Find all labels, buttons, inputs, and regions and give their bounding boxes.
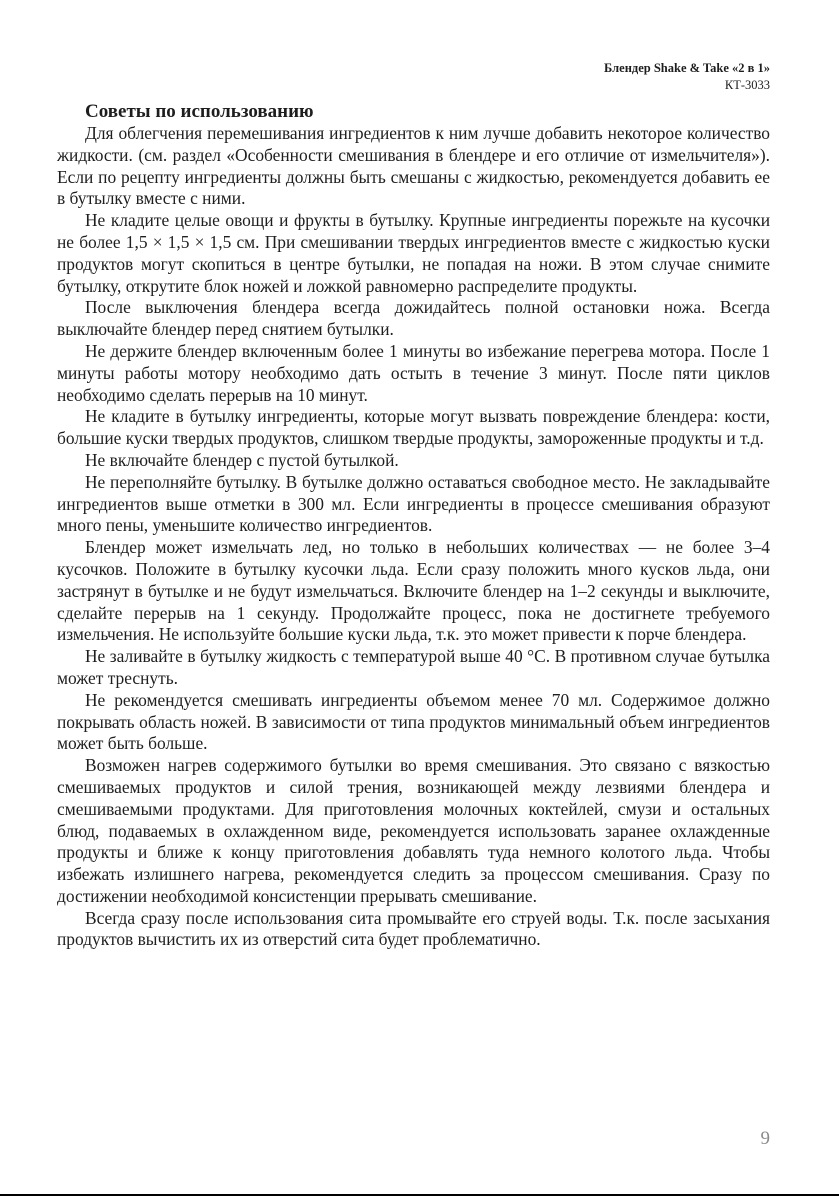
running-header — [604, 60, 770, 94]
section-title: Советы по использованию — [85, 101, 314, 122]
paragraph-heating: Возможен нагрев содержимого бутылки во время смешивания. Это связано с вязкостью смешиваемых продуктов и силой трения, возникающей между лезвиями блендера и смешиваемыми продуктами. Для приготовления молочных коктейлей, смузи и остальных блюд, подаваемых в охлажденном виде, рекомендуется использовать заранее охлажденные продукты и ближе к концу приготовления добавлять туда немного колотого льда. Чтобы избежать излишнего нагрева, рекомендуется следить за процессом смешивания. Сразу по достижении необходимой консистенции прерывать смешивание. — [57, 755, 770, 906]
header-product-title: Блендер Shake & Take «2 в 1» — [604, 61, 770, 75]
paragraph-knife-stop: После выключения блендера всегда дожидайтесь полной остановки ножа. Всегда выключайте блендер перед снятием бутылки. — [57, 297, 770, 340]
paragraph-sieve-cleaning: Всегда сразу после использования сита промывайте его струей воды. Т.к. после засыхания продуктов вычистить их из отверстий сита будет проблематично. — [57, 907, 770, 950]
header-model-number: КТ-3033 — [724, 78, 770, 92]
paragraph-run-time: Не держите блендер включенным более 1 минуты во избежание перегрева мотора. После 1 минуты работы мотору необходимо дать остыть в течение 3 минут. После пяти циклов необходимо сделать перерыв на 10 минут. — [57, 340, 770, 405]
paragraph-minimum-volume: Не рекомендуется смешивать ингредиенты объемом менее 70 мл. Содержимое должно покрывать область ножей. В зависимости от типа продуктов минимальный объем ингредиентов может быть больше. — [57, 689, 770, 754]
paragraph-ice-crushing: Блендер может измельчать лед, но только в небольших количествах — не более 3–4 кусочков. Положите в бутылку кусочки льда. Если сразу положить много кусков льда, они застрянут в бутылке и не будут измельчаться. Включите блендер на 1–2 секунды и выключите, сделайте перерыв на 1 секунду. Продолжайте процесс, пока не достигнете требуемого измельчения. Не используйте большие куски льда, т.к. это может привести к порче блендера. — [57, 537, 770, 645]
paragraph-overfill: Не переполняйте бутылку. В бутылке должно оставаться свободное место. Не закладывайте ингредиентов выше отметки в 300 мл. Если ингредиенты в процессе смешивания образуют много пены, уменьшите количество ингредиентов. — [57, 471, 770, 536]
paragraph-empty-bottle: Не включайте блендер с пустой бутылкой. — [85, 449, 399, 470]
paragraph-hot-liquid: Не заливайте в бутылку жидкость с температурой выше 40 °С. В противном случае бутылка может треснуть. — [57, 646, 770, 688]
main-content — [57, 100, 770, 951]
page-number: 9 — [760, 1128, 770, 1149]
paragraph-hard-ingredients: Не кладите в бутылку ингредиенты, которые могут вызвать повреждение блендера: кости, большие куски твердых продуктов, слишком твердые продукты, замороженные продукты и т.д. — [57, 406, 770, 449]
paragraph-liquid-tip: Для облегчения перемешивания ингредиентов к ним лучше добавить некоторое количество жидкости. (см. раздел «Особенности смешивания в блендере и его отличие от измельчителя»). Если по рецепту ингредиенты должны быть смешаны с жидкостью, рекомендуется добавить ее в бутылку вместе с ними. — [57, 123, 770, 209]
paragraph-whole-vegetables: Не кладите целые овощи и фрукты в бутылку. Крупные ингредиенты порежьте на кусочки не более 1,5 × 1,5 × 1,5 см. При смешивании твердых ингредиентов вместе с жидкостью куски продуктов могут скопиться в центре бутылки, не попадая на ножи. В этом случае снимите бутылку, открутите блок ножей и ложкой равномерно распределите продукты. — [57, 210, 770, 296]
